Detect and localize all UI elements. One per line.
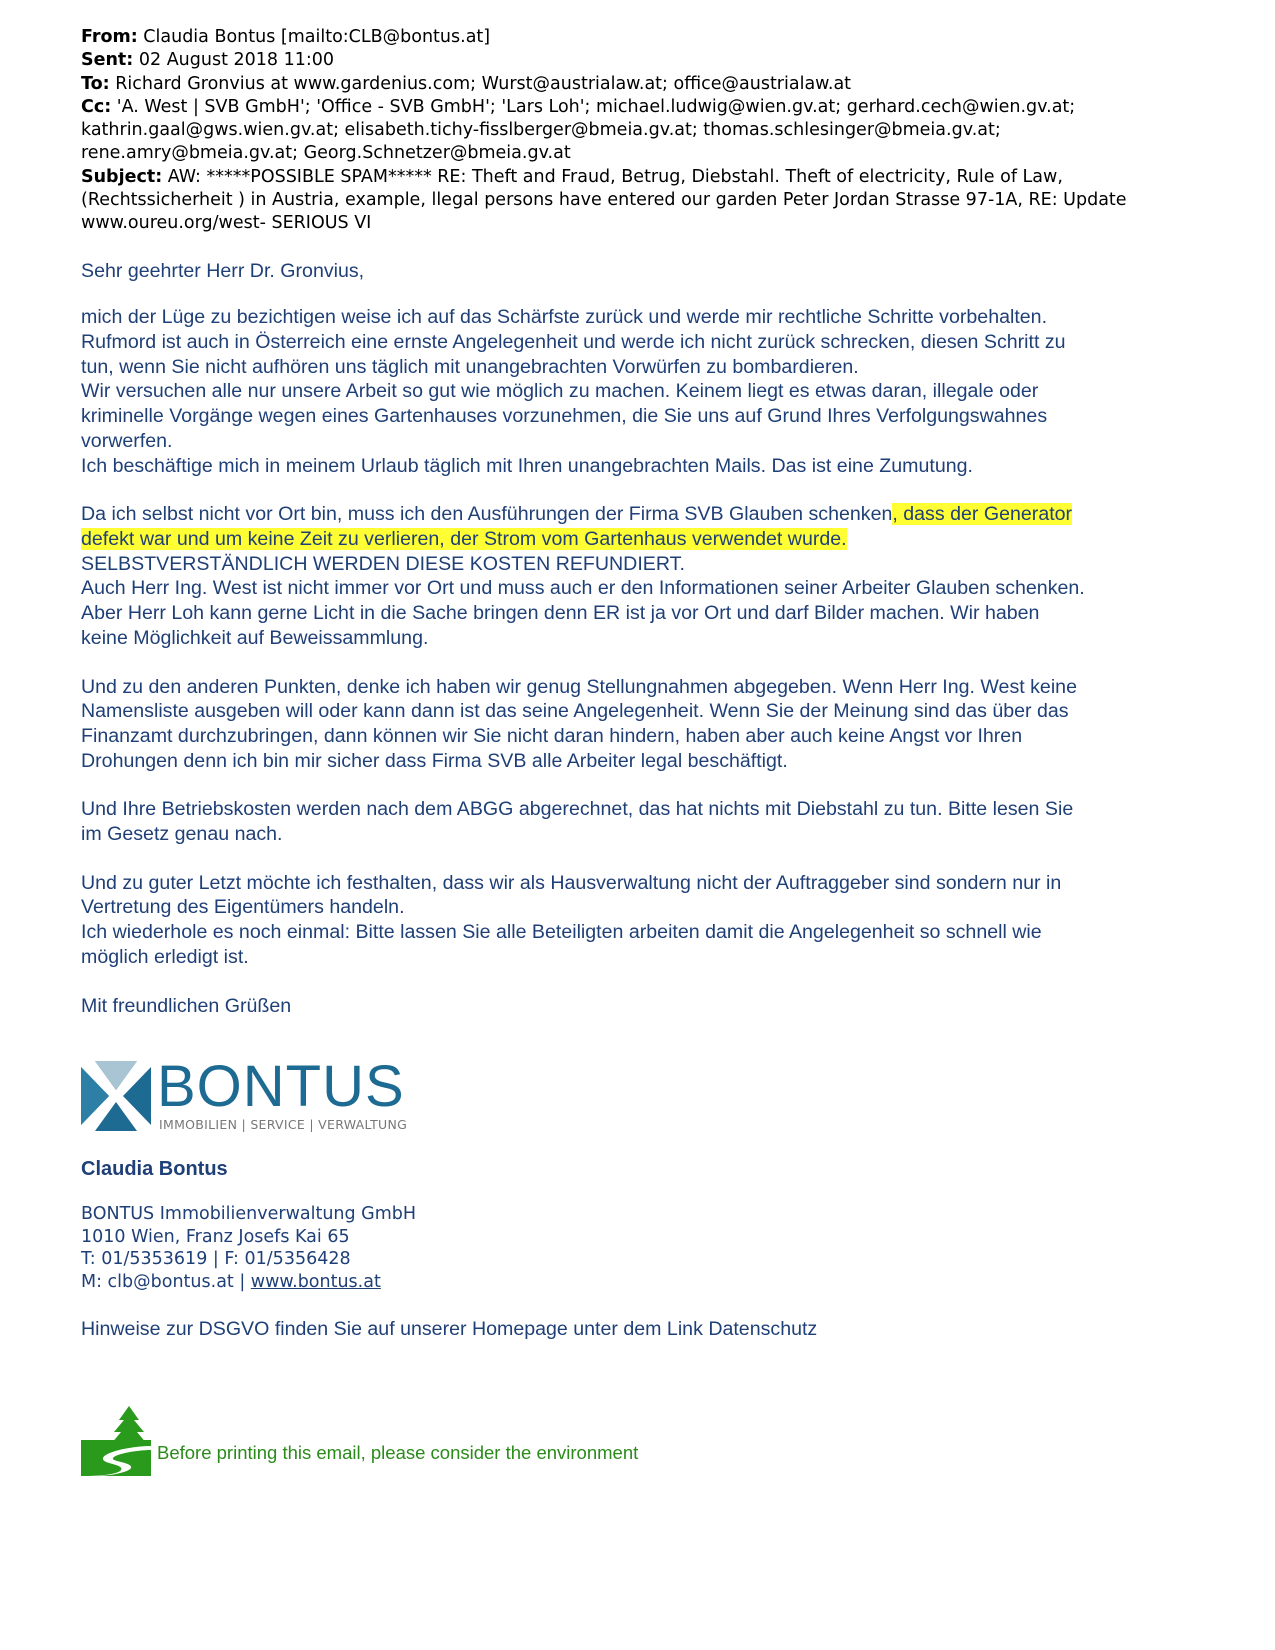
cc-label: Cc: xyxy=(81,96,112,117)
body-line: möglich erledigt ist. xyxy=(81,945,249,968)
sent-label: Sent: xyxy=(81,50,134,71)
body-text: Da ich selbst nicht vor Ort bin, muss ich den Ausführungen der Firma SVB Glauben schenken xyxy=(81,503,893,526)
body-line: kriminelle Vorgänge wegen eines Gartenhauses vorzunehmen, die Sie uns auf Grund Ihres Verfolgungswahnes xyxy=(81,405,1048,428)
subject-value-1: AW: *****POSSIBLE SPAM***** RE: Theft and Fraud, Betrug, Diebstahl. Theft of electricity, Rule of Law, xyxy=(162,166,1063,187)
body-line-highlighted xyxy=(81,527,1211,552)
body-line: vorwerfen. xyxy=(81,429,173,452)
body-line: keine Möglichkeit auf Beweissammlung. xyxy=(81,626,429,649)
body-line: Auch Herr Ing. West ist nicht immer vor Ort und muss auch er den Informationen seiner Arbeiter Glauben schenken. xyxy=(81,577,1085,600)
closing: Mit freundlichen Grüßen xyxy=(81,994,292,1017)
signature-block xyxy=(81,1158,1181,1342)
logo-wordmark: BONTUS xyxy=(157,1054,405,1119)
eco-notice: Before printing this email, please consider the environment xyxy=(157,1442,639,1463)
cc-value-2: kathrin.gaal@gws.wien.gv.at; elisabeth.tichy-fisslberger@bmeia.gv.at; thomas.schlesinger@bmeia.gv.at; xyxy=(81,120,1001,141)
signature-name: Claudia Bontus xyxy=(81,1158,228,1180)
sent-line xyxy=(81,49,1211,72)
tree-road-icon xyxy=(81,1406,151,1476)
from-value: Claudia Bontus [mailto:CLB@bontus.at] xyxy=(137,27,491,47)
to-line xyxy=(81,73,1211,96)
cc-value-3: rene.amry@bmeia.gv.at; Georg.Schnetzer@bmeia.gv.at xyxy=(81,143,571,164)
email-header xyxy=(81,26,1211,236)
salutation: Sehr geehrter Herr Dr. Gronvius, xyxy=(81,259,365,282)
body-line: Ich wiederhole es noch einmal: Bitte lassen Sie alle Beteiligten arbeiten damit die Angelegenheit so schnell wie xyxy=(81,921,1042,944)
signature-mail-line xyxy=(81,1271,1181,1294)
body-line: im Gesetz genau nach. xyxy=(81,823,283,846)
body-line: Aber Herr Loh kann gerne Licht in die Sache bringen denn ER ist ja vor Ort und darf Bilder machen. Wir haben xyxy=(81,602,1040,625)
body-line: SELBSTVERSTÄNDLICH WERDEN DIESE KOSTEN REFUNDIERT. xyxy=(81,552,685,575)
body-line-highlighted xyxy=(81,502,1211,527)
body-line: Vertretung des Eigentümers handeln. xyxy=(81,896,405,919)
website-link[interactable]: www.bontus.at xyxy=(250,1271,381,1292)
subject-value-2: (Rechtssicherheit ) in Austria, example, llegal persons have entered our garden Peter Jordan Strasse 97-1A, RE: Update xyxy=(81,190,1127,211)
dsgvo-notice: Hinweise zur DSGVO finden Sie auf unserer Homepage unter dem Link Datenschutz xyxy=(81,1318,818,1340)
body-line: Und zu den anderen Punkten, denke ich haben wir genug Stellungnahmen abgegeben. Wenn Herr Ing. West keine xyxy=(81,675,1077,698)
body-line: Namensliste ausgeben will oder kann dann ist das seine Angelegenheit. Wenn Sie der Meinung sind das über das xyxy=(81,700,1069,723)
cc-value-1: 'A. West | SVB GmbH'; 'Office - SVB GmbH'; 'Lars Loh'; michael.ludwig@wien.gv.at; gerhard.cech@wien.gv.at; xyxy=(111,96,1076,117)
to-value: Richard Gronvius at www.gardenius.com; Wurst@austrialaw.at; office@austrialaw.at xyxy=(109,73,852,94)
signature-phone: T: 01/5353619 | F: 01/5356428 xyxy=(81,1249,351,1269)
to-label: To: xyxy=(81,73,110,94)
body-line: Und Ihre Betriebskosten werden nach dem ABGG abgerechnet, das hat nichts mit Diebstahl zu tun. Bitte lesen Sie xyxy=(81,798,1074,821)
email-body xyxy=(81,259,1211,1019)
logo-tagline: IMMOBILIEN | SERVICE | VERWALTUNG xyxy=(159,1117,408,1132)
signature-details xyxy=(81,1203,1181,1293)
highlighted-text: , dass der Generator xyxy=(892,503,1073,526)
from-label: From: xyxy=(81,27,138,47)
sent-value: 02 August 2018 11:00 xyxy=(133,50,335,71)
body-line: mich der Lüge zu bezichtigen weise ich auf das Schärfste zurück und werde mir rechtliche Schritte vorbehalten. xyxy=(81,306,1048,329)
body-line: Rufmord ist auch in Österreich eine ernste Angelegenheit und werde ich nicht zurück schrecken, diesen Schritt zu xyxy=(81,331,1066,354)
highlighted-text: defekt war und um keine Zeit zu verlieren, der Strom vom Gartenhaus verwendet wurde. xyxy=(81,528,847,550)
from-line xyxy=(81,26,1211,49)
body-line: Drohungen denn ich bin mir sicher dass Firma SVB alle Arbeiter legal beschäftigt. xyxy=(81,749,788,772)
subject-line xyxy=(81,166,1211,189)
body-line: Finanzamt durchzubringen, dann können wir Sie nicht daran hindern, haben aber auch keine Angst vor Ihren xyxy=(81,724,1023,747)
cc-line xyxy=(81,96,1211,119)
bontus-logo xyxy=(81,1054,441,1132)
body-line: Ich beschäftige mich in meinem Urlaub täglich mit Ihren unangebrachten Mails. Das ist eine Zumutung. xyxy=(81,454,973,477)
email-printout xyxy=(81,26,1211,1018)
body-line: Und zu guter Letzt möchte ich festhalten, dass wir als Hausverwaltung nicht der Auftraggeber sind sondern nur in xyxy=(81,871,1062,894)
subject-label: Subject: xyxy=(81,166,163,187)
body-line: tun, wenn Sie nicht aufhören uns täglich mit unangebrachten Vorwürfen zu bombardieren. xyxy=(81,355,859,378)
bontus-x-mark-icon xyxy=(81,1061,151,1131)
eco-footer xyxy=(81,1406,781,1476)
signature-mail: M: clb@bontus.at | xyxy=(81,1271,251,1292)
signature-address: 1010 Wien, Franz Josefs Kai 65 xyxy=(81,1226,350,1247)
body-line: Wir versuchen alle nur unsere Arbeit so gut wie möglich zu machen. Keinem liegt es etwas daran, illegale oder xyxy=(81,380,1039,403)
subject-value-3: www.oureu.org/west- SERIOUS VI xyxy=(81,213,372,234)
signature-company: BONTUS Immobilienverwaltung GmbH xyxy=(81,1204,417,1224)
